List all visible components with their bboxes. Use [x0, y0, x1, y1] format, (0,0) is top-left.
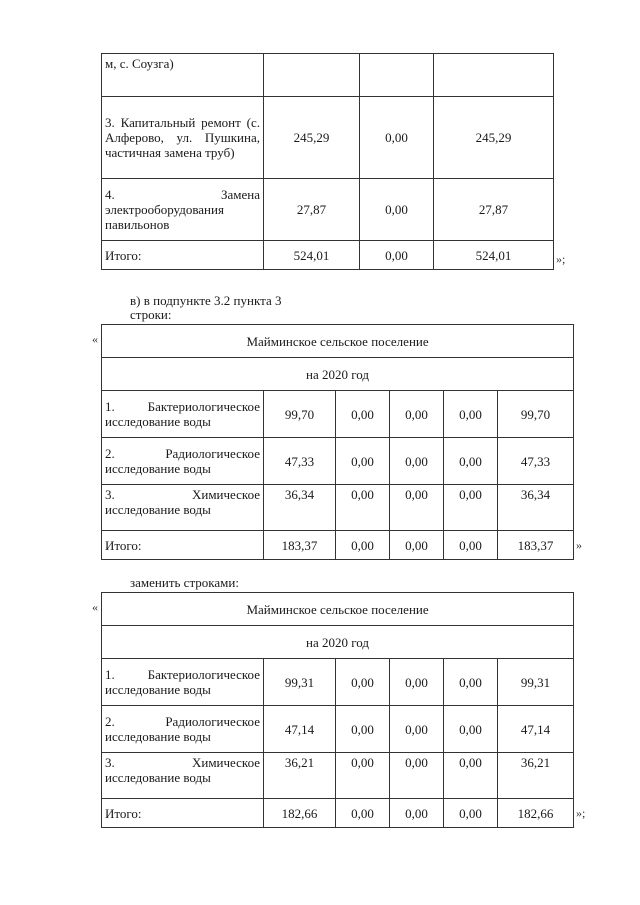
value-cell: 47,14 — [264, 706, 336, 753]
instruction-line: строки: — [130, 307, 172, 322]
value-cell: 0,00 — [444, 706, 498, 753]
value-cell: 36,21 — [264, 753, 336, 799]
row-description: 1. Бактериологическое исследование воды — [102, 391, 264, 438]
value-cell: 524,01 — [264, 241, 360, 270]
value-cell — [434, 54, 554, 97]
value-cell: 0,00 — [390, 531, 444, 560]
value-cell: 27,87 — [264, 179, 360, 241]
value-cell: 182,66 — [498, 799, 574, 828]
row-description: 3. Капитальный ремонт (с. Алферово, ул. Пушкина, частичная замена труб) — [102, 97, 264, 179]
new-rows-table — [101, 592, 574, 828]
value-cell: 0,00 — [336, 706, 390, 753]
value-cell: 0,00 — [336, 753, 390, 799]
value-cell: 245,29 — [434, 97, 554, 179]
value-cell: 0,00 — [444, 391, 498, 438]
table-row — [102, 799, 574, 828]
value-cell: 0,00 — [444, 485, 498, 531]
value-cell: 0,00 — [444, 531, 498, 560]
repair-table — [101, 53, 554, 270]
opening-quote: « — [92, 332, 98, 346]
table-row — [102, 241, 554, 270]
value-cell: 0,00 — [444, 799, 498, 828]
value-cell: 0,00 — [390, 485, 444, 531]
row-description: 3. Химическое исследование воды — [102, 485, 264, 531]
table-title-row — [102, 593, 574, 626]
value-cell: 36,34 — [264, 485, 336, 531]
value-cell: 0,00 — [390, 391, 444, 438]
total-label: Итого: — [102, 241, 264, 270]
table-title-row — [102, 325, 574, 358]
value-cell: 524,01 — [434, 241, 554, 270]
row-description: м, с. Соузга) — [102, 54, 264, 97]
table-row — [102, 485, 574, 531]
value-cell: 99,31 — [264, 659, 336, 706]
opening-quote: « — [92, 600, 98, 614]
row-description: 3. Химическое исследование воды — [102, 753, 264, 799]
value-cell: 0,00 — [390, 799, 444, 828]
table-row — [102, 391, 574, 438]
instruction-line: заменить строками: — [130, 575, 239, 590]
value-cell: 0,00 — [444, 438, 498, 485]
value-cell: 99,70 — [264, 391, 336, 438]
value-cell: 0,00 — [336, 485, 390, 531]
value-cell: 0,00 — [390, 659, 444, 706]
table-row — [102, 706, 574, 753]
value-cell: 182,66 — [264, 799, 336, 828]
table-row — [102, 54, 554, 97]
total-label: Итого: — [102, 799, 264, 828]
value-cell: 36,34 — [498, 485, 574, 531]
value-cell: 183,37 — [264, 531, 336, 560]
closing-quote: » — [576, 538, 582, 552]
value-cell: 0,00 — [336, 531, 390, 560]
old-rows-table — [101, 324, 574, 560]
value-cell: 0,00 — [390, 438, 444, 485]
value-cell: 0,00 — [390, 706, 444, 753]
closing-quote: »; — [556, 252, 566, 266]
table-title: Майминское сельское поселение — [102, 325, 574, 358]
value-cell: 245,29 — [264, 97, 360, 179]
value-cell: 0,00 — [336, 659, 390, 706]
table-year: на 2020 год — [102, 358, 574, 391]
value-cell: 0,00 — [360, 241, 434, 270]
value-cell: 36,21 — [498, 753, 574, 799]
value-cell: 0,00 — [360, 97, 434, 179]
closing-quote: »; — [576, 806, 586, 820]
value-cell: 99,70 — [498, 391, 574, 438]
value-cell: 99,31 — [498, 659, 574, 706]
value-cell — [264, 54, 360, 97]
instruction-line: в) в подпункте 3.2 пункта 3 — [130, 293, 282, 308]
row-description: 4. Замена электрооборудования павильонов — [102, 179, 264, 241]
row-description: 2. Радиологическое исследование воды — [102, 438, 264, 485]
table-title: Майминское сельское поселение — [102, 593, 574, 626]
value-cell: 47,33 — [498, 438, 574, 485]
value-cell: 0,00 — [360, 179, 434, 241]
row-description: 2. Радиологическое исследование воды — [102, 706, 264, 753]
table-row — [102, 753, 574, 799]
value-cell: 0,00 — [444, 753, 498, 799]
value-cell — [360, 54, 434, 97]
table-year-row — [102, 626, 574, 659]
table-row — [102, 659, 574, 706]
table-row — [102, 179, 554, 241]
value-cell: 47,14 — [498, 706, 574, 753]
value-cell: 0,00 — [390, 753, 444, 799]
table-year: на 2020 год — [102, 626, 574, 659]
value-cell: 0,00 — [336, 799, 390, 828]
value-cell: 0,00 — [336, 391, 390, 438]
value-cell: 47,33 — [264, 438, 336, 485]
value-cell: 0,00 — [336, 438, 390, 485]
row-description: 1. Бактериологическое исследование воды — [102, 659, 264, 706]
table-year-row — [102, 358, 574, 391]
table-row — [102, 438, 574, 485]
table-row — [102, 97, 554, 179]
value-cell: 27,87 — [434, 179, 554, 241]
table-row — [102, 531, 574, 560]
value-cell: 0,00 — [444, 659, 498, 706]
total-label: Итого: — [102, 531, 264, 560]
value-cell: 183,37 — [498, 531, 574, 560]
